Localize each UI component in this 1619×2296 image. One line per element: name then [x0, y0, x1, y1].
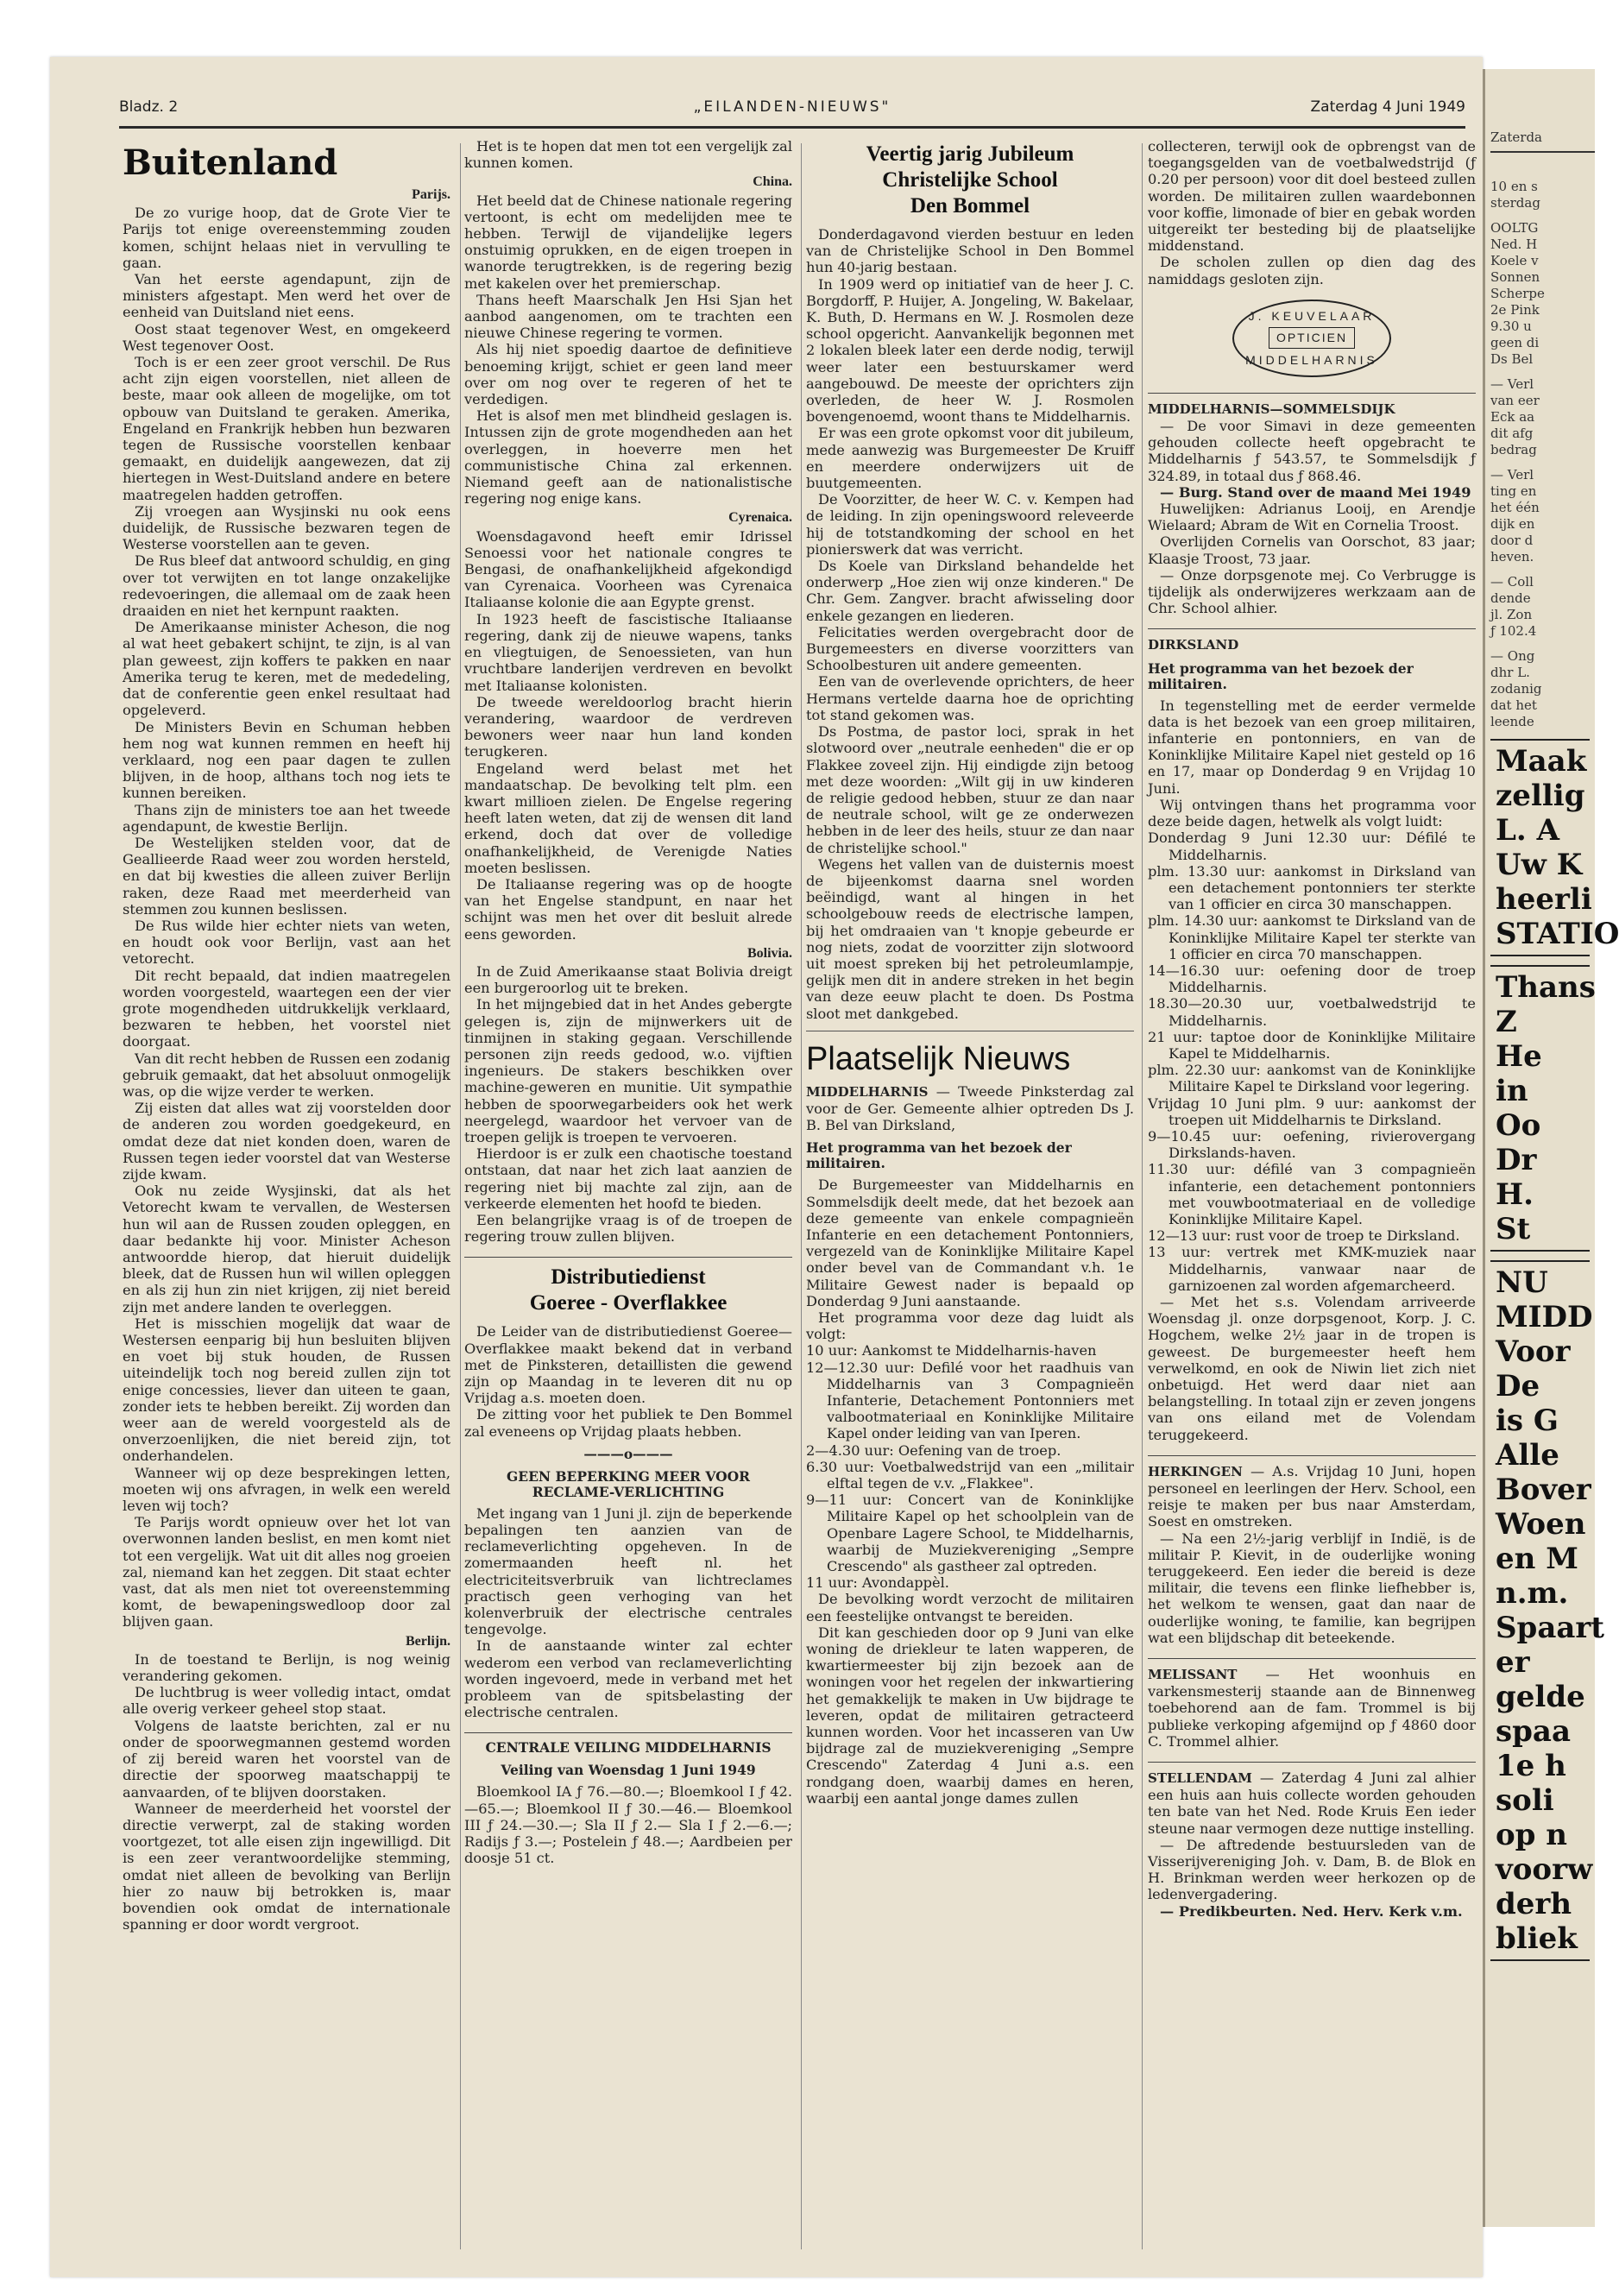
schedule-list: [1148, 829, 1476, 1294]
paragraph: De zitting voor het publiek te Den Bommel zal eveneens op Vrijdag plaats hebben.: [464, 1406, 792, 1440]
divider: [1148, 628, 1476, 629]
paragraph: Het beeld dat de Chinese nationale regering vertoont, is echt om medelijden mee te hebben. Terwijl de vijandelijke legers onstuimig oprukken, en de eigen troepen in wanorde terugtrekken, is de regering bezig met kakelen over het premierschap.: [464, 192, 792, 292]
column-rule: [1142, 143, 1143, 2249]
adjacent-page-line: Bover: [1496, 1473, 1591, 1507]
column-local-continued: [1148, 138, 1476, 2261]
adjacent-page-line: STATIO: [1496, 917, 1619, 951]
adjacent-page-line: Eck aa: [1490, 409, 1535, 425]
paragraph: De Rus wilde hier echter niets van weten, en houdt ook voor Berlijn, vast aan het vetorecht.: [123, 917, 450, 968]
paragraph: De zo vurige hoop, dat de Grote Vier te Parijs tot enige overeenstemming zouden komen, schijnt helaas niet in vervulling te gaan.: [123, 205, 450, 271]
page-number: Bladz. 2: [119, 98, 179, 116]
adjacent-page-line: Voor: [1496, 1334, 1571, 1369]
adjacent-page-fragment: [1483, 69, 1619, 2227]
column-local: [806, 138, 1134, 2261]
paragraph: De Italiaanse regering was op de hoogte van het Engelse standpunt, en naar het schijnt was men het over dit besluit alrede eens geworden.: [464, 875, 792, 943]
veiling-prices: Bloemkool IA ƒ 76.—80.—; Bloemkool I ƒ 42.—65.—; Bloemkool II ƒ 30.—46.— Bloemkool III ƒ 24.—30.—; Sla II ƒ 2.— Sla I ƒ 2.—6.—; Radijs ƒ 3.—; Postelein ƒ 48.—; Aardbeien per doosje 51 ct.: [464, 1783, 792, 1867]
paragraph: Overlijden Cornelis van Oorschot, 83 jaar; Klaasje Troost, 73 jaar.: [1148, 533, 1476, 567]
divider: [1148, 1762, 1476, 1763]
paragraph: De Leider van de distributiedienst Goeree—Overflakkee maakt bekend dat in verband met de Pinksteren, detaillisten die gewend zijn op Maandag in te leveren dit nu op Vrijdag a.s. moeten doen.: [464, 1323, 792, 1407]
jubileum-heading: [806, 142, 1134, 219]
dateline-bolivia: Bolivia.: [747, 945, 792, 961]
section-heading-buitenland: Buitenland: [123, 142, 338, 183]
paragraph: Het is misschien mogelijk dat waar de Westersen eenparig bij hun besluiten blijven en voet bij stuk houden, de Russen uiteindelijk toch nog bereid zullen zijn tot enige concessies, liever dan uiteen te gaan, zonder iets te hebben bereikt. Zij worden dan weer aan de wereld voorgesteld als de onverzoenlijken, die niet bereid zijn, tot onderhandelen.: [123, 1315, 450, 1465]
paragraph: In de Zuid Amerikaanse staat Bolivia dreigt een burgeroorlog uit te breken.: [464, 962, 792, 997]
adjacent-page-line: ƒ 102.4: [1490, 623, 1537, 639]
veiling-subheading: Veiling van Woensdag 1 Juni 1949: [501, 1762, 756, 1779]
paragraph: De Rus bleef dat antwoord schuldig, en ging over tot verwijten en tot lange onzakelijke redevoeringen, die allemaal om de zaak heen draaiden en niet het kernpunt raakten.: [123, 552, 450, 620]
paragraph: In de toestand te Berlijn, is nog weinig verandering gekomen.: [123, 1650, 450, 1685]
paragraph-text: — Tweede Pinksterdag zal voor de Ger. Gemeente alhier optreden Ds J. B. Bel van Dirksland,: [806, 1082, 1134, 1134]
paragraph: Wegens het vallen van de duisternis moest de bijeenkomst daarna snel worden beëindigd, want al hingen in het schoolgebouw reeds de electrische lampen, bij het omdraaien van 't knopje gebeurde er nog niets, zodat de voorzitter zijn slotwoord uit moest spreken bij het petroleumlampje, gelijk men dit in andere streken in het begin van deze eeuw placht te doen. Ds Postma sloot met dankgebed.: [806, 855, 1134, 1022]
paragraph: Felicitaties werden overgebracht door de Burgemeesters en diverse voorzitters van Schoolbesturen uit andere gemeenten.: [806, 623, 1134, 674]
adjacent-page-header: Zaterda: [1490, 129, 1595, 153]
adjacent-page-line: ting en: [1490, 483, 1537, 499]
paragraph: [1148, 1463, 1476, 1530]
dateline-berlijn: Berlijn.: [406, 1633, 450, 1649]
adjacent-advert: [1490, 1260, 1605, 1961]
adjacent-page-line: — Verl: [1490, 467, 1534, 483]
dateline-china: China.: [753, 174, 792, 190]
paragraph: 12—12.30 uur: Defilé voor het raadhuis van Middelharnis van 3 Compagnieën Infanterie, Detachement Pontonniers met valbootmateriaal en Koninklijke Militaire Kapel onder leiding van van Iperen.: [806, 1359, 1134, 1442]
adjacent-page-line: heven.: [1490, 549, 1534, 565]
paragraph: Volgens de laatste berichten, zal er nu onder de spoorwegmannen gestemd worden of zij bereid waren het voorstel van de directie der spoorweg maatschappij te aanvaarden, of te blijven doorstaken.: [123, 1717, 450, 1801]
paragraph-text: — A.s. Vrijdag 10 Juni, hopen personeel en leerlingen der Herv. School, een reisje te maken per bus naar Amsterdam, Soest en omstreken.: [1148, 1462, 1476, 1530]
paragraph: Toch is er een zeer groot verschil. De Rus acht zijn eigen voorstellen, niet alleen de beste, maar ook alleen de mogelijke, om tot opbouw van Duitsland te geraken. Amerika, Engeland en Frankrijk hebben hun bezwaren tegen de Russische voorstellen kenbaar gemaakt, en duidelijk aangewezen, dat zij hiertegen in West-Duitsland andere en betere maatregelen hadden getroffen.: [123, 354, 450, 503]
paragraph: 14—16.30 uur: oefening door de troep Middelharnis.: [1148, 962, 1476, 996]
adjacent-page-line: in: [1496, 1074, 1528, 1108]
adjacent-page-line: er: [1496, 1645, 1530, 1680]
adjacent-page-line: [1490, 211, 1595, 220]
paragraph: 9—11 uur: Concert van de Koninklijke Militaire Kapel op het schoolplein van de Openbare Lagere School, te Middelharnis, waarbij de Muziekvereniging „Sempre Crescendo" als gastheer zal optreden.: [806, 1492, 1134, 1575]
adjacent-page-line: Koele v: [1490, 253, 1539, 268]
paragraph: collecteren, terwijl ook de opbrengst van de toegangsgelden van de voetbalwedstrijd (ƒ 0.20 per persoon) voor dit doel besteed zullen worden. De militairen zullen waardebonnen voor koffie, limonade of bier en gebak worden uitgereikt ter besteding bij de plaatselijke middenstand.: [1148, 138, 1476, 255]
heading-line: Goeree - Overflakkee: [529, 1291, 728, 1315]
divider: [1148, 1658, 1476, 1659]
adjacent-page-line: gelde: [1496, 1680, 1585, 1714]
adjacent-page-line: Z: [1496, 1005, 1517, 1039]
adjacent-page-line: 1e h: [1496, 1749, 1566, 1783]
paragraph: De Voorzitter, de heer W. C. v. Kempen had de leiding. In zijn openingswoord releveerde hij de totstandkoming der school en het pionierswerk dat was verricht.: [806, 491, 1134, 558]
paragraph: De Amerikaanse minister Acheson, die nog al wat heet gebakert schijnt, te zijn, is al van plan geweest, zijn koffers te pakken en naar Amerika terug te keren, met de mededeling, dat de conferentie geen enkel resultaat had opgeleverd.: [123, 619, 450, 719]
column-rule: [460, 143, 461, 2249]
newspaper-title: „EILANDEN-NIEUWS": [693, 98, 891, 116]
paragraph-text: — Het woonhuis en varkensmesterij staande aan de Binnenweg toebehorend aan de fam. Trommel is bij publieke verkoping afgemijnd op ƒ 4860 door C. Trommel alhier.: [1148, 1666, 1476, 1750]
paragraph: Dit kan geschieden door op 9 Juni van elke woning de driekleur te laten wapperen, de kwartiermeester bij zijn bezoek aan de woningen voor het regelen der inkwartiering het gemakkelijk te maken in Uw bijdrage te leveren, opdat de militairen getracteerd kunnen worden. Voor het incasseren van Uw bijdrage zal de muziekvereniging „Sempre Crescendo" Zaterdag 4 Juni a.s. een rondgang doen, waarbij dames en heren, waarbij een aantal jonge dames zullen: [806, 1624, 1134, 1807]
divider: [1148, 1455, 1476, 1456]
paragraph: plm. 13.30 uur: aankomst in Dirksland van een detachement pontonniers ter sterkte van 1 officier en circa 30 manschappen.: [1148, 862, 1476, 913]
town-lead: MELISSANT: [1148, 1667, 1238, 1683]
town-lead: MIDDELHARNIS: [806, 1083, 929, 1100]
adjacent-page-line: van eer: [1490, 393, 1540, 408]
adjacent-page-line: Ds Bel: [1490, 351, 1534, 367]
adjacent-page-line: NU: [1496, 1265, 1548, 1300]
article-cyrenaica: [464, 528, 792, 943]
paragraph: In het mijngebied dat in het Andes gebergte gelegen is, zijn de mijnwerkers uit de tinmijnen in staking gegaan. Verschillende personen zijn reeds gedood, w.o. vijftien ingenieurs. De stakers beschikken over machine-geweren en munitie. Uit sympathie hebben de spoorwegarbeiders ook het werk neergelegd, waardoor het vervoer van de troepen gelijk is troepen te vervoeren.: [464, 996, 792, 1145]
adjacent-page-line: door d: [1490, 533, 1534, 548]
adjacent-advert: [1490, 739, 1619, 956]
programma-heading: Het programma van het bezoek der militairen.: [1148, 659, 1414, 692]
paragraph: Thans heeft Maarschalk Jen Hsi Sjan het aanbod aangenomen, om te trachten een nieuwe Chinese regering te vormen.: [464, 291, 792, 342]
adjacent-page-line: dijk en: [1490, 516, 1535, 532]
issue-date: Zaterdag 4 Juni 1949: [1310, 98, 1465, 116]
paragraph: Het is te hopen dat men tot een vergelijk zal kunnen komen.: [464, 138, 792, 172]
paragraph: — Met het s.s. Volendam arriveerde Woensdag jl. onze dorpsgenoot, Korp. J. C. Hogchem, welke 2½ jaar in de tropen is geweest. De burgemeester heeft hem verwelkomd, en ook de Niwin liet zich niet onbetuigd. Het werd daar niet aan belangstelling. In totaal zijn er zeven jongens van ons eiland met de Volendam teruggekeerd.: [1148, 1293, 1476, 1443]
paragraph: Een belangrijke vraag is of de troepen de regering trouw zullen blijven.: [464, 1212, 792, 1246]
paragraph: De luchtbrug is weer volledig intact, omdat alle overig verkeer geheel stop staat.: [123, 1684, 450, 1718]
adjacent-page-line: jl. Zon: [1490, 607, 1533, 622]
paragraph: — De voor Simavi in deze gemeenten gehouden collecte heeft opgebracht te Middelharnis ƒ 543.57, te Sommelsdijk ƒ 324.89, in totaal dus ƒ 868.46.: [1148, 418, 1476, 484]
adjacent-page-line: Thans: [1496, 970, 1596, 1005]
logo-text: J. KEUVELAAR: [1248, 308, 1376, 323]
paragraph: Hierdoor is er zulk een chaotische toestand ontstaan, dat naar het zich laat aanzien de regering niet bij machte zal zijn, aan de verkeerde elementen het hoofd te bieden.: [464, 1145, 792, 1212]
adjacent-page-line: Spaart: [1496, 1611, 1605, 1645]
paragraph: Woensdagavond heeft emir Idrissel Senoessi voor het nationale congres te Bengasi, de onafhankelijkheid afgekondigd van Cyrenaica. Voorheen was Cyrenaica Italiaanse kolonie die aan Egypte grenst.: [464, 527, 792, 611]
adjacent-page-line: spaa: [1496, 1714, 1571, 1749]
adjacent-page-line: sterdag: [1490, 195, 1540, 211]
adjacent-page-line: op n: [1496, 1818, 1568, 1852]
adjacent-page-line: n.m.: [1496, 1576, 1569, 1611]
paragraph: Van dit recht hebben de Russen een zodanig gebruik gemaakt, dat het absoluut onmogelijk was, op die wijze verder te werken.: [123, 1050, 450, 1100]
divider: [464, 1257, 792, 1258]
paragraph: — Burg. Stand over de maand Mei 1949: [1160, 483, 1471, 501]
adjacent-advert: [1490, 965, 1596, 1252]
article-parijs: [123, 205, 450, 1630]
adjacent-page-line: [1490, 565, 1595, 574]
adjacent-page-line: De: [1496, 1369, 1540, 1403]
paragraph: 10 uur: Aankomst te Middelharnis-haven: [806, 1342, 1097, 1359]
paragraph: Ds Koele van Dirksland behandelde het onderwerp „Hoe zien wij onze kinderen." De Chr. Gem. Zangver. bracht afwisseling door enkele gezangen en liederen.: [806, 558, 1134, 624]
beperking-heading: GEEN BEPERKING MEER VOOR RECLAME-VERLICHTING: [507, 1467, 750, 1500]
adjacent-page-line: 2e Pink: [1490, 302, 1540, 318]
adjacent-page-line: zellig: [1496, 779, 1585, 813]
column-buitenland: [123, 138, 450, 2261]
adjacent-page-line: heerli: [1496, 882, 1592, 917]
logo-text: MIDDELHARNIS: [1245, 352, 1378, 367]
paragraph: De scholen zullen op dien dag des namiddags gesloten zijn.: [1148, 254, 1476, 287]
adjacent-page-line: soli: [1496, 1783, 1554, 1818]
paragraph: 11 uur: Avondappèl.: [806, 1574, 949, 1592]
paragraph: Met ingang van 1 Juni jl. zijn de beperkende bepalingen ten aanzien van de reclameverlichting opgeheven. In de zomermaanden heeft nl. het electriciteitsverbruik van lichtreclames practisch geen verhoging van het kolenverbruik der electrische centrales tengevolge.: [464, 1504, 792, 1638]
paragraph: Dit recht bepaald, dat indien maatregelen worden voorgesteld, waartegen een der vier grote mogendheden uitdrukkelijk verklaard, bezwaren te hebben, het voorstel niet doorgaat.: [123, 967, 450, 1050]
veiling-heading: CENTRALE VEILING MIDDELHARNIS: [485, 1739, 772, 1757]
paragraph: Zij vroegen aan Wysjinski nu ook eens duidelijk, de Russische bezwaren tegen de Westerse voorstellen aan te geven.: [123, 502, 450, 553]
adjacent-page-line: en M: [1496, 1542, 1578, 1576]
paragraph: 13 uur: vertrek met KMK-muziek naar Middelharnis, vanwaar naar de garnizoenen zal worden afgemarcheerd.: [1148, 1244, 1476, 1294]
town-lead: STELLENDAM: [1148, 1770, 1252, 1787]
article-china: [464, 192, 792, 508]
paragraph: Ook nu zeide Wysjinski, dat als het Vetorecht kwam te vervallen, de Westersen hun wil aan de Russen zouden opleggen, en daar bedankte hij voor. Minister Acheson antwoordde hierop, dat hieruit duidelijk bleek, dat de Russen hun wil willen opleggen en als zij hun zin niet krijgen, zij niet bereid zijn met andere landen te overleggen.: [123, 1183, 450, 1315]
paragraph: — Na een 2½-jarig verblijf in Indië, is de militair P. Kievit, in de ouderlijke woning teruggekeerd. Een ieder die bereid is deze militair, die tevens een flinke liefhebber is, het welkom te wensen, gaat dan naar de ouderlijke woning, te familie, kan begrijpen wat een blijdschap dit beteekende.: [1148, 1530, 1476, 1646]
paragraph: 9—10.45 uur: oefening, rivierovergang Dirkslands-haven.: [1148, 1127, 1476, 1162]
article-distributiedienst: [464, 1323, 792, 1439]
logo-text: OPTICIEN: [1269, 327, 1355, 349]
adjacent-page-line: derh: [1496, 1887, 1572, 1921]
adjacent-page-line: bliek: [1496, 1921, 1578, 1956]
adjacent-page-line: voorw: [1496, 1852, 1593, 1887]
paragraph: 6.30 uur: Voetbalwedstrijd van een „militair elftal tegen de v.v. „Flakkee".: [806, 1458, 1134, 1492]
adjacent-page-line: MIDD: [1496, 1300, 1593, 1334]
paragraph: 11.30 uur: défilé van 3 compagnieën infanterie, een detachement pontonniers met vouwbootmateriaal en de volledige Koninklijke Militaire Kapel.: [1148, 1161, 1476, 1227]
paragraph: Thans zijn de ministers toe aan het tweede agendapunt, de kwestie Berlijn.: [123, 801, 450, 835]
paragraph: In 1909 werd op initiatief van de heer J. C. Borgdorff, P. Huijer, A. Jongeling, W. Bakelaar, K. Buth, D. Hermans en W. J. Rosmolen deze school opgericht. Aanvankelijk begonnen met 2 lokalen bleek later een derde nodig, terwijl weer later een bestuurskamer werd aangebouwd. De meeste der oprichters zijn overleden, de heer W. J. Rosmolen bovengenoemd, woont thans te Middelharnis.: [806, 275, 1134, 426]
paragraph: Een van de overlevende oprichters, de heer Hermans vertelde daarna hoe de oprichting tot stand gekomen was.: [806, 673, 1134, 723]
paragraph: In 1923 heeft de fascistische Italiaanse regering, dank zij de nieuwe wapens, tanks en vliegtuigen, de Senoessieten, van hun vruchtbare landerijen verdreven en bevolkt met Italiaanse kolonisten.: [464, 610, 792, 694]
adjacent-page-line: L. A: [1496, 813, 1559, 848]
paragraph: Wij ontvingen thans het programma voor deze beide dagen, hetwelk als volgt luidt:: [1148, 796, 1476, 830]
adjacent-page-line: Ned. H: [1490, 237, 1538, 252]
paragraph: [806, 1083, 1134, 1134]
adjacent-page-line: H.: [1496, 1177, 1534, 1212]
adjacent-page-line: [1490, 458, 1595, 467]
paragraph: Engeland werd belast met het mandaatschap. De bevolking telt plm. een kwart millioen zielen. De Engelse regering heeft laten weten, dat zij de wensen dit land erkend, doch dat over de volledige onafhankelijkheid, de Verenigde Naties moeten beslissen.: [464, 760, 792, 876]
column-foreign-continued: [464, 138, 792, 2261]
paragraph: In de aanstaande winter zal echter wederom een verbod van reclameverlichting worden ingevoerd, mede in verband met het probleem van de spitsbelasting der electrische centralen.: [464, 1637, 792, 1721]
heading-line: Den Bommel: [910, 194, 1030, 218]
paragraph: Als hij niet spoedig daartoe de definitieve benoeming krijgt, schiet er geen land meer over om nog over te regeren of het te verdedigen.: [464, 341, 792, 408]
divider: [464, 1732, 792, 1733]
paragraph: Huwelijken: Adrianus Looij, en Arendje Wielaard; Abram de Wit en Cornelia Troost.: [1148, 501, 1476, 534]
adjacent-page-line: geen di: [1490, 335, 1540, 350]
paragraph: Van het eerste agendapunt, zijn de ministers afgestapt. Men werd het over de eenheid van Duitsland niet eens.: [123, 271, 450, 321]
article-reclame-verlichting: [464, 1505, 792, 1721]
heading-line: Christelijke School: [882, 168, 1058, 192]
paragraph: 21 uur: taptoe door de Koninklijke Militaire Kapel te Middelharnis.: [1148, 1028, 1476, 1062]
adjacent-page-line: zodanig: [1490, 681, 1542, 697]
divider: [1148, 393, 1476, 394]
town-lead: HERKINGEN: [1148, 1463, 1243, 1479]
adjacent-page-line: He: [1496, 1039, 1542, 1074]
heading-line: Veertig jarig Jubileum: [866, 142, 1074, 166]
paragraph: plm. 22.30 uur: aankomst van de Koninklijke Militaire Kapel te Dirksland voor legering.: [1148, 1062, 1476, 1095]
adjacent-page-line: dhr L.: [1490, 665, 1530, 680]
adjacent-page-line: leende: [1490, 714, 1534, 729]
adjacent-page-line: — Verl: [1490, 376, 1534, 392]
paragraph: — De aftredende bestuursleden van de Visserijvereniging Joh. v. Dam, B. de Blok en H. Brinkman werden weer herkozen op de ledenvergadering.: [1148, 1836, 1476, 1903]
town-lead: [1148, 401, 1476, 418]
paragraph: [1148, 1666, 1476, 1750]
paragraph: Zij eisten dat alles wat zij voorstelden door de anderen zou worden goedgekeurd, en omdat deze dat niet konden doen, waren de Russen tegen ieder voorstel dat van Westerse zijde kwam.: [123, 1100, 450, 1183]
paragraph: Oost staat tegenover West, en omgekeerd West tegenover Oost.: [123, 320, 450, 354]
paragraph: De Burgemeester van Middelharnis en Sommelsdijk deelt mede, dat het bezoek aan deze gemeente van enkele compagnieën Infanterie en een detachement Pontonniers, vergezeld van de Koninklijke Militaire Kapel onder bevel van de Commandant v.h. 1e Militaire Gewest nader is bepaald op Donderdag 9 Juni aanstaande.: [806, 1176, 1134, 1309]
adjacent-page-line: dende: [1490, 590, 1531, 606]
adjacent-page-line: dat het: [1490, 697, 1537, 713]
adjacent-page-line: — Ong: [1490, 648, 1535, 664]
paragraph: — Predikbeurten. Ned. Herv. Kerk v.m.: [1160, 1902, 1463, 1920]
paragraph: Vrijdag 10 Juni plm. 9 uur: aankomst der troepen uit Middelharnis te Dirksland.: [1148, 1094, 1476, 1128]
dateline-parijs: Parijs.: [412, 187, 450, 202]
schedule-list: [806, 1342, 1134, 1591]
paragraph: De bevolking wordt verzocht de militairen een feestelijke ontvangst te bereiden.: [806, 1591, 1134, 1624]
paragraph: Het is alsof men met blindheid geslagen is. Intussen zijn de grote mogendheden aan het overleggen, in hoeverre men het communistische China zal erkennen. Niemand geeft aan de nationalistische regering nog enige kans.: [464, 407, 792, 508]
adjacent-page-line: Woen: [1496, 1507, 1586, 1542]
adjacent-page-line: Oo: [1496, 1108, 1541, 1143]
heading-line: Distributiedienst: [551, 1265, 706, 1290]
article-jubileum: [806, 226, 1134, 1022]
adjacent-page-line: is G: [1496, 1403, 1559, 1438]
newspaper-page: [50, 57, 1483, 2277]
adjacent-page-line: St: [1496, 1212, 1531, 1246]
plaatselijk-nieuws-heading: Plaatselijk Nieuws: [806, 1031, 1134, 1078]
adjacent-page-line: Sonnen: [1490, 269, 1540, 285]
paragraph: 12—13 uur: rust voor de troep te Dirksland.: [1148, 1227, 1460, 1245]
paragraph: — Onze dorpsgenote mej. Co Verbrugge is tijdelijk als onderwijzeres werkzaam aan de Chr. School alhier.: [1148, 566, 1476, 617]
paragraph: De Ministers Bevin en Schuman hebben hem nog wat kunnen remmen en heeft hij verklaard, nog een paar dagen te zullen blijven, in de hoop, althans toch nog iets te kunnen bereiken.: [123, 718, 450, 802]
town-lead: [1148, 636, 1476, 653]
adjacent-page-line: 10 en s: [1490, 179, 1538, 194]
adjacent-page-line: 9.30 u: [1490, 319, 1532, 334]
adjacent-page-line: Scherpe: [1490, 286, 1545, 301]
paragraph: Wanneer de meerderheid het voorstel der directie verwerpt, zal de staking worden voortgezet, tot alle eisen zijn ingewilligd. Dit is een zeer verantwoordelijke stemming, omdat niet alleen de bevolking van Berlijn hier zo nauw bij betrokken is, maar bovendien ook omdat de internationale spanning er door wordt vergroot.: [123, 1800, 450, 1933]
paragraph: Te Parijs wordt opnieuw over het lot van overwonnen landen beslist, en men komt niet tot een vergelijk. Wat uit dit alles nog groeien zal, niemand kan het zeggen. Dit staat echter vast, dat als men niet tot overeenstemming komt, de bewapeningswedloop door zal blijven gaan.: [123, 1514, 450, 1631]
paragraph: De Westelijken stelden voor, dat de Geallieerde Raad weer zou worden hersteld, en dat bij kwesties die alleen zuiver Berlijn raken, deze Raad met meerderheid van stemmen zou kunnen beslissen.: [123, 834, 450, 918]
paragraph: De tweede wereldoorlog bracht hierin verandering, waardoor de verdreven bewoners weer naar hun land konden terugkeren.: [464, 693, 792, 760]
opticien-logo: [1232, 300, 1391, 377]
paragraph: 18.30—20.30 uur, voetbalwedstrijd te Middelharnis.: [1148, 995, 1476, 1029]
adjacent-page-text: [1485, 179, 1595, 730]
adjacent-page-line: het één: [1490, 500, 1540, 515]
paragraph: Donderdag 9 Juni 12.30 uur: Défilé te Middelharnis.: [1148, 829, 1476, 863]
adjacent-page-line: [1490, 640, 1595, 648]
adjacent-page-line: dit afg: [1490, 426, 1534, 441]
adjacent-page-line: Dr: [1496, 1143, 1537, 1177]
paragraph: Het programma voor deze dag luidt als volgt:: [806, 1309, 1134, 1343]
adjacent-page-line: Alle: [1496, 1438, 1559, 1473]
programma-heading: Het programma van het bezoek der militairen.: [806, 1139, 1072, 1172]
adjacent-page-line: — Coll: [1490, 574, 1534, 590]
paragraph: Donderdagavond vierden bestuur en leden van de Christelijke School in Den Bommel hun 40-jarig bestaan.: [806, 226, 1134, 276]
dateline-cyrenaica: Cyrenaica.: [728, 510, 792, 526]
town-lead-text: MIDDELHARNIS—SOMMELSDIJK: [1148, 401, 1395, 417]
adjacent-page-line: [1490, 368, 1595, 376]
paragraph: Ds Postma, de pastor loci, sprak in het slotwoord over „neutrale eenheden" die er op Flakkee zoveel zijn. Hij eindigde zijn betoog met deze woorden: „Wilt gij in uw kinderen de religie gedood hebben, stuur ze dan naar de neutrale school, wilt ge ze onderwezen hebben in de leer des heils, stuur ze dan naar de christelijke school.": [806, 723, 1134, 856]
paragraph: 2—4.30 uur: Oefening van de troep.: [806, 1441, 1061, 1459]
adjacent-page-line: bedrag: [1490, 442, 1537, 457]
paragraph: Er was een grote opkomst voor dit jubileum, mede aanwezig was Burgemeester De Kruiff en meerdere onderwijzers uit de buutgemeenten.: [806, 425, 1134, 492]
article-berlijn: [123, 1651, 450, 1933]
paragraph: Wanneer wij op deze besprekingen letten, moeten wij ons afvragen, in welk een wereld leven wij toch?: [123, 1464, 450, 1515]
paragraph-text: — Zaterdag 4 Juni zal alhier een huis aan huis collecte worden gehouden ten bate van het Ned. Rode Kruis Een ieder steune naar vermogen deze nuttige instelling.: [1148, 1769, 1476, 1837]
distributiedienst-heading: [464, 1265, 792, 1316]
town-lead-text: DIRKSLAND: [1148, 637, 1239, 653]
masthead: [119, 91, 1465, 129]
paragraph: [1148, 1769, 1476, 1837]
column-rule: [801, 143, 802, 2249]
paragraph: plm. 14.30 uur: aankomst te Dirksland van de Koninklijke Militaire Kapel ter sterkte van 1 officier en circa 70 manschappen.: [1148, 912, 1476, 962]
separator: ———o———: [583, 1445, 673, 1462]
adjacent-page-line: Maak: [1496, 744, 1587, 779]
adjacent-page-line: Uw K: [1496, 848, 1583, 882]
paragraph: In tegenstelling met de eerder vermelde data is het bezoek van een groep militairen, infanterie en pontonniers, en van de Koninklijke Militaire Kapel niet gesteld op 16 en 17, maar op Donderdag 9 en Vrijdag 10 Juni.: [1148, 697, 1476, 797]
article-bolivia: [464, 963, 792, 1245]
adjacent-page-line: OOLTG: [1490, 220, 1539, 236]
